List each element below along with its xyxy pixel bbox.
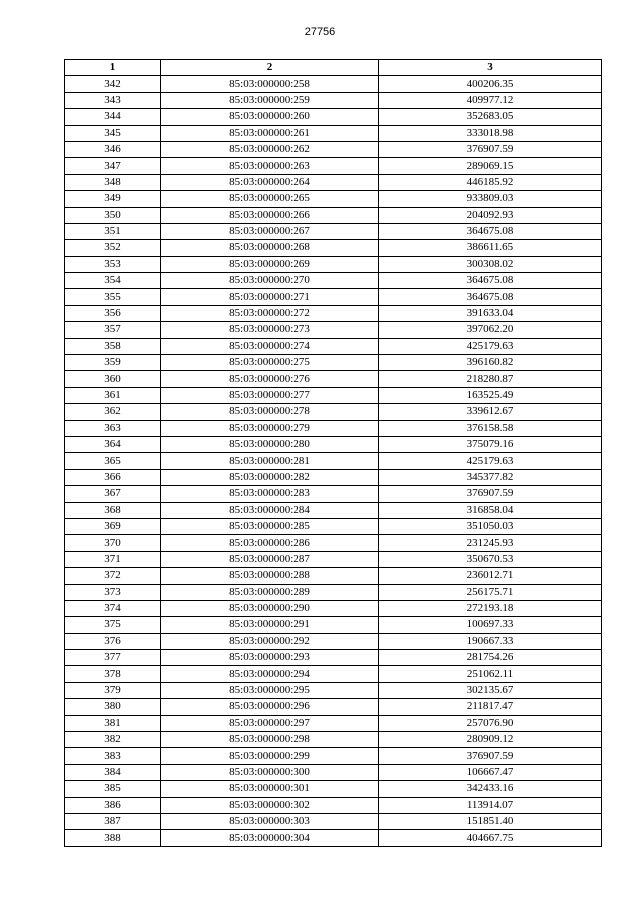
row-number-cell: 380 — [65, 699, 161, 715]
row-number-cell: 376 — [65, 633, 161, 649]
table-row — [65, 436, 602, 452]
table-row — [65, 453, 602, 469]
table-row — [65, 633, 602, 649]
cadastral-number-cell: 85:03:000000:271 — [161, 289, 379, 305]
table-row — [65, 289, 602, 305]
cadastral-number-cell: 85:03:000000:302 — [161, 797, 379, 813]
cadastral-number-cell: 85:03:000000:303 — [161, 813, 379, 829]
row-number-cell: 384 — [65, 764, 161, 780]
table-row — [65, 305, 602, 321]
table-row — [65, 273, 602, 289]
value-cell: 350670.53 — [379, 551, 602, 567]
cadastral-number-cell: 85:03:000000:295 — [161, 682, 379, 698]
cadastral-number-cell: 85:03:000000:262 — [161, 141, 379, 157]
cadastral-number-cell: 85:03:000000:259 — [161, 92, 379, 108]
row-number-cell: 372 — [65, 568, 161, 584]
row-number-cell: 344 — [65, 109, 161, 125]
value-cell: 391633.04 — [379, 305, 602, 321]
value-cell: 397062.20 — [379, 322, 602, 338]
value-cell: 251062.11 — [379, 666, 602, 682]
table-row — [65, 666, 602, 682]
value-cell: 289069.15 — [379, 158, 602, 174]
table-row — [65, 682, 602, 698]
row-number-cell: 349 — [65, 191, 161, 207]
value-cell: 113914.07 — [379, 797, 602, 813]
value-cell: 163525.49 — [379, 387, 602, 403]
cadastral-number-cell: 85:03:000000:265 — [161, 191, 379, 207]
value-cell: 375079.16 — [379, 436, 602, 452]
cadastral-number-cell: 85:03:000000:290 — [161, 600, 379, 616]
table-row — [65, 797, 602, 813]
table-row — [65, 355, 602, 371]
value-cell: 364675.08 — [379, 289, 602, 305]
table-row — [65, 92, 602, 108]
table-row — [65, 699, 602, 715]
table-row — [65, 732, 602, 748]
cadastral-number-cell: 85:03:000000:268 — [161, 240, 379, 256]
row-number-cell: 366 — [65, 469, 161, 485]
data-table — [64, 59, 602, 847]
table-row — [65, 600, 602, 616]
cadastral-number-cell: 85:03:000000:287 — [161, 551, 379, 567]
value-cell: 400206.35 — [379, 76, 602, 92]
cadastral-number-cell: 85:03:000000:278 — [161, 404, 379, 420]
value-cell: 386611.65 — [379, 240, 602, 256]
table-row — [65, 420, 602, 436]
table-row — [65, 256, 602, 272]
table-row — [65, 781, 602, 797]
row-number-cell: 387 — [65, 813, 161, 829]
row-number-cell: 351 — [65, 223, 161, 239]
row-number-cell: 354 — [65, 273, 161, 289]
table-row — [65, 371, 602, 387]
value-cell: 339612.67 — [379, 404, 602, 420]
row-number-cell: 388 — [65, 830, 161, 846]
row-number-cell: 379 — [65, 682, 161, 698]
table-body — [65, 76, 602, 846]
row-number-cell: 386 — [65, 797, 161, 813]
cadastral-number-cell: 85:03:000000:301 — [161, 781, 379, 797]
cadastral-number-cell: 85:03:000000:289 — [161, 584, 379, 600]
table-header-row — [65, 60, 602, 76]
row-number-cell: 343 — [65, 92, 161, 108]
cadastral-number-cell: 85:03:000000:274 — [161, 338, 379, 354]
cadastral-number-cell: 85:03:000000:292 — [161, 633, 379, 649]
cadastral-number-cell: 85:03:000000:293 — [161, 650, 379, 666]
row-number-cell: 345 — [65, 125, 161, 141]
row-number-cell: 358 — [65, 338, 161, 354]
row-number-cell: 352 — [65, 240, 161, 256]
table-row — [65, 617, 602, 633]
value-cell: 376907.59 — [379, 748, 602, 764]
cadastral-number-cell: 85:03:000000:267 — [161, 223, 379, 239]
value-cell: 933809.03 — [379, 191, 602, 207]
row-number-cell: 367 — [65, 486, 161, 502]
value-cell: 364675.08 — [379, 273, 602, 289]
row-number-cell: 356 — [65, 305, 161, 321]
cadastral-number-cell: 85:03:000000:281 — [161, 453, 379, 469]
value-cell: 425179.63 — [379, 338, 602, 354]
value-cell: 404667.75 — [379, 830, 602, 846]
table-row — [65, 650, 602, 666]
row-number-cell: 381 — [65, 715, 161, 731]
value-cell: 300308.02 — [379, 256, 602, 272]
cadastral-number-cell: 85:03:000000:261 — [161, 125, 379, 141]
table-row — [65, 764, 602, 780]
cadastral-number-cell: 85:03:000000:272 — [161, 305, 379, 321]
value-cell: 151851.40 — [379, 813, 602, 829]
table-row — [65, 568, 602, 584]
row-number-cell: 362 — [65, 404, 161, 420]
row-number-cell: 360 — [65, 371, 161, 387]
cadastral-number-cell: 85:03:000000:286 — [161, 535, 379, 551]
cadastral-number-cell: 85:03:000000:270 — [161, 273, 379, 289]
cadastral-number-cell: 85:03:000000:285 — [161, 518, 379, 534]
value-cell: 376907.59 — [379, 141, 602, 157]
table-row — [65, 141, 602, 157]
value-cell: 446185.92 — [379, 174, 602, 190]
row-number-cell: 374 — [65, 600, 161, 616]
value-cell: 376158.58 — [379, 420, 602, 436]
value-cell: 333018.98 — [379, 125, 602, 141]
row-number-cell: 382 — [65, 732, 161, 748]
value-cell: 342433.16 — [379, 781, 602, 797]
row-number-cell: 371 — [65, 551, 161, 567]
column-header: 3 — [379, 60, 602, 76]
table-row — [65, 387, 602, 403]
cadastral-number-cell: 85:03:000000:291 — [161, 617, 379, 633]
table-row — [65, 715, 602, 731]
row-number-cell: 364 — [65, 436, 161, 452]
row-number-cell: 347 — [65, 158, 161, 174]
cadastral-number-cell: 85:03:000000:304 — [161, 830, 379, 846]
cadastral-number-cell: 85:03:000000:264 — [161, 174, 379, 190]
value-cell: 257076.90 — [379, 715, 602, 731]
table-row — [65, 207, 602, 223]
value-cell: 100697.33 — [379, 617, 602, 633]
value-cell: 281754.26 — [379, 650, 602, 666]
cadastral-number-cell: 85:03:000000:269 — [161, 256, 379, 272]
cadastral-number-cell: 85:03:000000:300 — [161, 764, 379, 780]
row-number-cell: 369 — [65, 518, 161, 534]
page-number: 27756 — [304, 26, 336, 38]
cadastral-number-cell: 85:03:000000:276 — [161, 371, 379, 387]
value-cell: 302135.67 — [379, 682, 602, 698]
row-number-cell: 373 — [65, 584, 161, 600]
cadastral-number-cell: 85:03:000000:280 — [161, 436, 379, 452]
cadastral-number-cell: 85:03:000000:263 — [161, 158, 379, 174]
cadastral-number-cell: 85:03:000000:288 — [161, 568, 379, 584]
row-number-cell: 355 — [65, 289, 161, 305]
table-row — [65, 830, 602, 846]
table-row — [65, 109, 602, 125]
value-cell: 396160.82 — [379, 355, 602, 371]
cadastral-number-cell: 85:03:000000:283 — [161, 486, 379, 502]
cadastral-number-cell: 85:03:000000:298 — [161, 732, 379, 748]
table-row — [65, 813, 602, 829]
value-cell: 280909.12 — [379, 732, 602, 748]
value-cell: 204092.93 — [379, 207, 602, 223]
table-row — [65, 158, 602, 174]
value-cell: 272193.18 — [379, 600, 602, 616]
cadastral-number-cell: 85:03:000000:284 — [161, 502, 379, 518]
row-number-cell: 368 — [65, 502, 161, 518]
table-row — [65, 502, 602, 518]
value-cell: 376907.59 — [379, 486, 602, 502]
cadastral-number-cell: 85:03:000000:275 — [161, 355, 379, 371]
table-row — [65, 469, 602, 485]
cadastral-number-cell: 85:03:000000:299 — [161, 748, 379, 764]
table-row — [65, 551, 602, 567]
value-cell: 256175.71 — [379, 584, 602, 600]
value-cell: 106667.47 — [379, 764, 602, 780]
row-number-cell: 363 — [65, 420, 161, 436]
cadastral-number-cell: 85:03:000000:297 — [161, 715, 379, 731]
row-number-cell: 353 — [65, 256, 161, 272]
row-number-cell: 383 — [65, 748, 161, 764]
cadastral-number-cell: 85:03:000000:260 — [161, 109, 379, 125]
value-cell: 345377.82 — [379, 469, 602, 485]
table-row — [65, 240, 602, 256]
row-number-cell: 350 — [65, 207, 161, 223]
cadastral-number-cell: 85:03:000000:294 — [161, 666, 379, 682]
table-row — [65, 174, 602, 190]
table-row — [65, 338, 602, 354]
value-cell: 211817.47 — [379, 699, 602, 715]
row-number-cell: 378 — [65, 666, 161, 682]
cadastral-number-cell: 85:03:000000:277 — [161, 387, 379, 403]
value-cell: 316858.04 — [379, 502, 602, 518]
cadastral-number-cell: 85:03:000000:282 — [161, 469, 379, 485]
value-cell: 190667.33 — [379, 633, 602, 649]
row-number-cell: 359 — [65, 355, 161, 371]
cadastral-number-cell: 85:03:000000:266 — [161, 207, 379, 223]
row-number-cell: 361 — [65, 387, 161, 403]
cadastral-number-cell: 85:03:000000:273 — [161, 322, 379, 338]
table-row — [65, 748, 602, 764]
value-cell: 425179.63 — [379, 453, 602, 469]
table-row — [65, 404, 602, 420]
row-number-cell: 342 — [65, 76, 161, 92]
cadastral-number-cell: 85:03:000000:258 — [161, 76, 379, 92]
table-row — [65, 322, 602, 338]
value-cell: 351050.03 — [379, 518, 602, 534]
table-row — [65, 584, 602, 600]
row-number-cell: 375 — [65, 617, 161, 633]
row-number-cell: 385 — [65, 781, 161, 797]
value-cell: 236012.71 — [379, 568, 602, 584]
row-number-cell: 370 — [65, 535, 161, 551]
table-row — [65, 535, 602, 551]
value-cell: 218280.87 — [379, 371, 602, 387]
row-number-cell: 357 — [65, 322, 161, 338]
table-row — [65, 486, 602, 502]
row-number-cell: 348 — [65, 174, 161, 190]
row-number-cell: 377 — [65, 650, 161, 666]
cadastral-number-cell: 85:03:000000:279 — [161, 420, 379, 436]
table-row — [65, 125, 602, 141]
value-cell: 352683.05 — [379, 109, 602, 125]
column-header: 2 — [161, 60, 379, 76]
table-row — [65, 191, 602, 207]
table-row — [65, 518, 602, 534]
cadastral-number-cell: 85:03:000000:296 — [161, 699, 379, 715]
value-cell: 364675.08 — [379, 223, 602, 239]
value-cell: 409977.12 — [379, 92, 602, 108]
column-header: 1 — [65, 60, 161, 76]
row-number-cell: 346 — [65, 141, 161, 157]
row-number-cell: 365 — [65, 453, 161, 469]
table-row — [65, 76, 602, 92]
value-cell: 231245.93 — [379, 535, 602, 551]
table-row — [65, 223, 602, 239]
